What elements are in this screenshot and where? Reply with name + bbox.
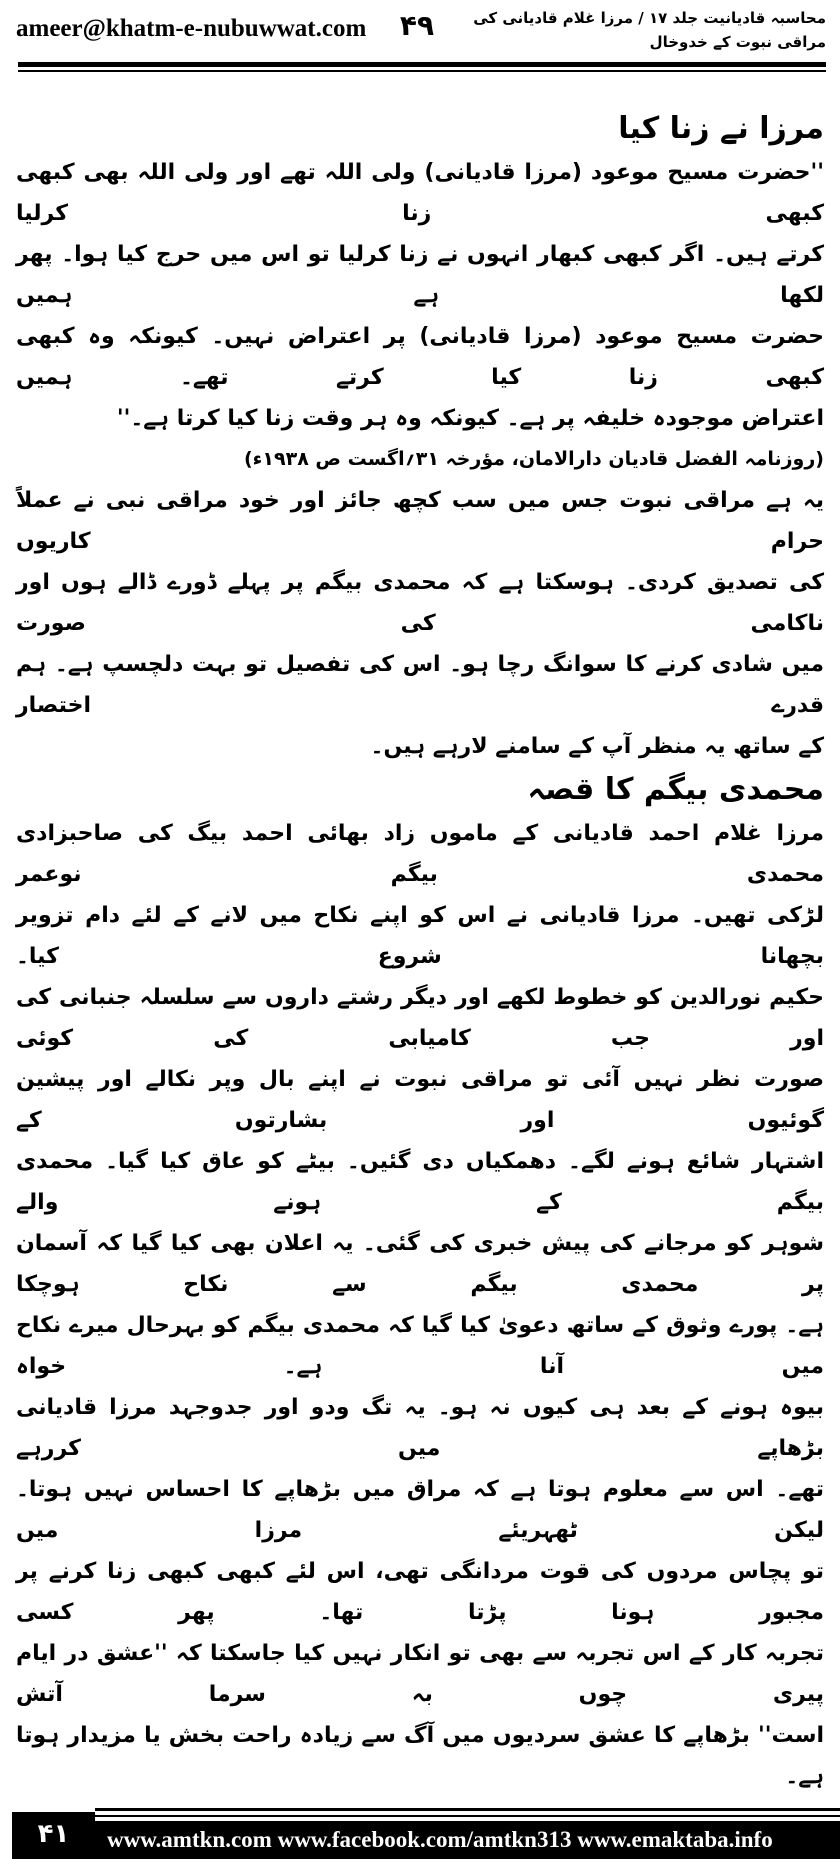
paragraph-line: تھے۔ اس سے معلوم ہوتا ہے کہ مراق میں بڑھاپے کا احساس نہیں ہوتا۔ لیکن ٹھہریئے مرزا میں bbox=[16, 1477, 824, 1543]
paragraph-line: صورت نظر نہیں آئی تو مراقی نبوت نے اپنے بال وپر نکالے اور پیشین گوئیوں اور بشارتوں کے bbox=[16, 1067, 824, 1133]
paragraph-line: یہ ہے مراقی نبوت جس میں سب کچھ جائز اور خود مراقی نبی نے عملاً حرام کاریوں bbox=[16, 488, 824, 554]
citation: (روزنامہ الفضل قادیان دارالامان، مؤرخہ ۳۱؍اگست ص ۱۹۳۸ء) bbox=[244, 448, 824, 470]
section-muhammadi-begum bbox=[16, 767, 824, 1797]
quote-line: اعتراض موجودہ خلیفہ پر ہے۔ کیونکہ وہ ہر وقت زنا کیا کرتا ہے۔'' bbox=[116, 406, 824, 431]
quote-line: کرتے ہیں۔ اگر کبھی کبھار انہوں نے زنا کرلیا تو اس میں حرج کیا ہوا۔ پھر لکھا ہے ہمیں bbox=[16, 242, 824, 308]
paragraph-line: بیوہ ہونے کے بعد ہی کیوں نہ ہو۔ یہ تگ ودو اور جدوجہد مرزا قادیانی بڑھاپے میں کررہے bbox=[16, 1395, 824, 1461]
page-header bbox=[0, 0, 840, 76]
paragraph-line: میں شادی کرنے کا سوانگ رچا ہو۔ اس کی تفصیل تو بہت دلچسپ ہے۔ ہم قدرے اختصار bbox=[16, 652, 824, 718]
paragraph-line: اشتہار شائع ہونے لگے۔ دھمکیاں دی گئیں۔ بیٹے کو عاق کیا گیا۔ محمدی بیگم کے ہونے والے bbox=[16, 1149, 824, 1215]
paragraph-line: تجربہ کار کے اس تجربہ سے بھی تو انکار نہیں کیا جاسکتا کہ ''عشق در ایام پیری چوں بہ سرما آتش bbox=[16, 1641, 824, 1707]
paragraph-line: مرزا غلام احمد قادیانی کے ماموں زاد بھائی احمد بیگ کی صاحبزادی محمدی بیگم نوعمر bbox=[16, 821, 824, 887]
paragraph-line: کے ساتھ یہ منظر آپ کے سامنے لارہے ہیں۔ bbox=[370, 734, 824, 759]
page-footer bbox=[0, 1807, 840, 1859]
paragraph-line: است'' بڑھاپے کا عشق سردیوں میں آگ سے زیادہ راحت بخش یا مزیدار ہوتا ہے۔ bbox=[16, 1723, 824, 1789]
paragraph-line: کی تصدیق کردی۔ ہوسکتا ہے کہ محمدی بیگم پر پہلے ڈورے ڈالے ہوں اور ناکامی کی صورت bbox=[16, 570, 824, 636]
section-zina bbox=[16, 106, 824, 767]
footer-divider bbox=[95, 1808, 840, 1811]
section-heading: مرزا نے زنا کیا bbox=[618, 111, 824, 146]
header-page-number: ۴۹ bbox=[399, 9, 435, 42]
header-book-title: محاسبہ قادیانیت جلد ۱۷ / مرزا غلام قادیانی کی مراقی نبوت کے خدوخال bbox=[473, 9, 826, 51]
page-content bbox=[0, 76, 840, 1807]
paragraph-line: ہے۔ پورے وثوق کے ساتھ دعویٰ کیا گیا کہ محمدی بیگم کو بہرحال میرے نکاح میں آنا ہے۔ خواہ bbox=[16, 1313, 824, 1379]
section-heading: محمدی بیگم کا قصہ bbox=[527, 772, 824, 807]
paragraph-line: حکیم نورالدین کو خطوط لکھے اور دیگر رشتے داروں سے سلسلہ جنبانی کی اور جب کامیابی کی کوئی bbox=[16, 985, 824, 1051]
header-divider-thin bbox=[18, 70, 826, 72]
header-email: ameer@khatm-e-nubuwwat.com bbox=[16, 15, 367, 42]
quote-line: ''حضرت مسیح موعود (مرزا قادیانی) ولی اللہ تھے اور ولی اللہ بھی کبھی کبھی زنا کرلیا bbox=[16, 160, 824, 226]
header-divider-thick bbox=[18, 62, 826, 67]
quote-line: حضرت مسیح موعود (مرزا قادیانی) پر اعتراض نہیں۔ کیونکہ وہ کبھی کبھی زنا کیا کرتے تھے۔ ہمیں bbox=[16, 324, 824, 390]
paragraph-line: شوہر کو مرجانے کی پیش خبری کی گئی۔ یہ اعلان بھی کیا گیا کہ آسمان پر محمدی بیگم سے نکاح ہوچکا bbox=[16, 1231, 824, 1297]
footer-links: www.amtkn.com www.facebook.com/amtkn313 www.emaktaba.info bbox=[95, 1821, 840, 1859]
footer-page-number: ۴۱ bbox=[12, 1812, 95, 1859]
footer-divider bbox=[95, 1815, 840, 1817]
paragraph-line: لڑکی تھیں۔ مرزا قادیانی نے اس کو اپنے نکاح میں لانے کے لئے دام تزویر بچھانا شروع کیا۔ bbox=[16, 903, 824, 969]
paragraph-line: تو پچاس مردوں کی قوت مردانگی تھی، اس لئے کبھی کبھی زنا کرنے پر مجبور ہونا پڑتا تھا۔ پھر کسی bbox=[16, 1559, 824, 1625]
